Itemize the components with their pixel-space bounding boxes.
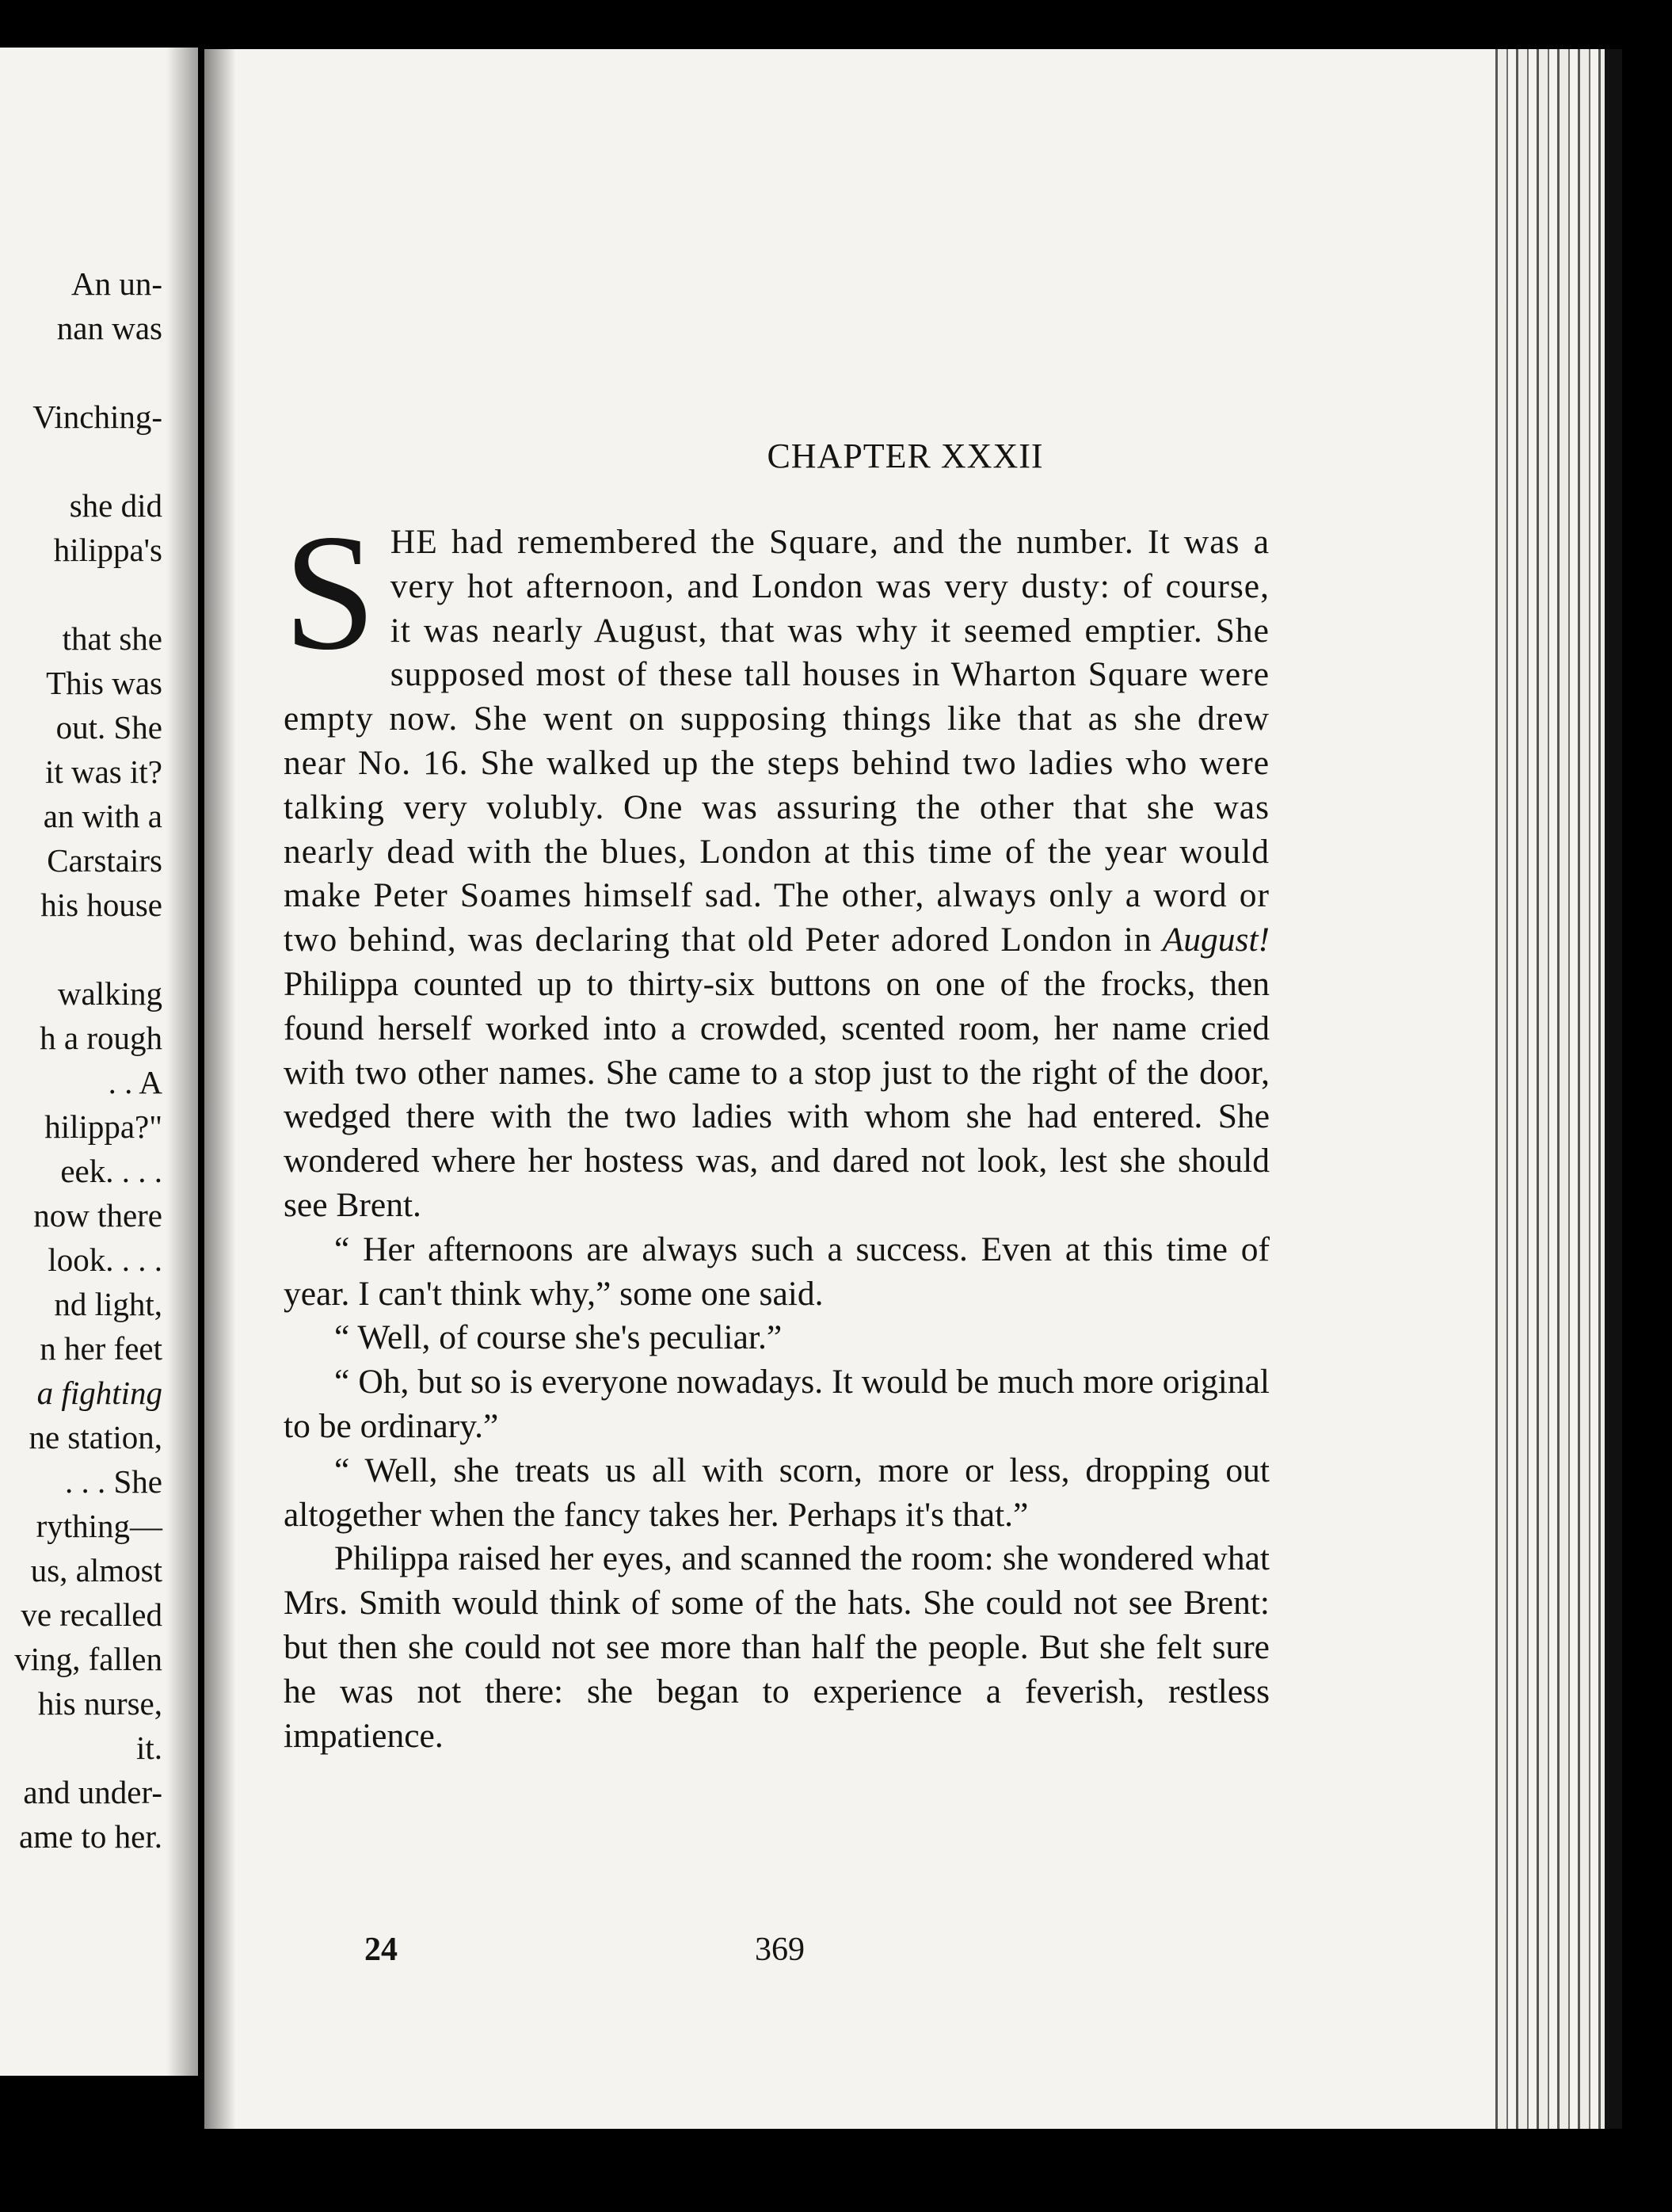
opening-paragraph-lead: HE had remembered the Square, and the number. It was a very hot afternoon, and London was very dusty: of course, it was nearly August, that was why it seemed emptier. She supposed most of these tall houses in Wharton Square were empty now. She went on supposing things like that as she drew near No. 16. She walked up the steps behind two ladies who were talking very volubly. One was assuring the other that she was nearly dead with the blues, London at this time of the year would make Peter Soames himself sad. The other, always only a word or two behind, was declaring that old Peter adored London in: [284, 523, 1270, 959]
signature-mark: 24: [364, 1932, 398, 1968]
left-page-line: rything—: [36, 1508, 162, 1544]
left-page-line: . . . She: [65, 1463, 162, 1500]
left-page-line: that she: [62, 620, 162, 657]
left-page-line: look. . . .: [48, 1241, 162, 1278]
left-page-line: walking: [57, 975, 162, 1012]
left-page-line: hilippa?": [44, 1108, 162, 1145]
left-page-line: Carstairs: [47, 842, 162, 879]
left-page-line: hilippa's: [53, 532, 162, 568]
left-page-line: eek. . . .: [60, 1153, 162, 1189]
paragraph: “ Oh, but so is everyone nowadays. It would be much more original to be ordinary.”: [284, 1363, 1270, 1445]
left-page-line: his nurse,: [37, 1685, 162, 1722]
body-text: [284, 501, 1270, 1758]
paragraph: “ Well, she treats us all with scorn, more or less, dropping out altogether when the fancy takes her. Perhaps it's that.”: [284, 1451, 1270, 1534]
left-page-line: it was it?: [44, 753, 162, 790]
left-page-line: Vinching-: [32, 399, 162, 435]
left-page-line: ame to her.: [18, 1818, 162, 1855]
left-page-line: nan was: [56, 310, 162, 346]
opening-paragraph-rest: Philippa counted up to thirty-six buttons on one of the frocks, then found herself worked into a crowded, scented room, her name cried with two other names. She came to a stop just to the right of the door, wedged there with the two ladies with whom she had entered. She wondered where her hostess was, and dared not look, lest she should see Brent.: [284, 964, 1270, 1224]
left-page-line: h a rough: [40, 1020, 162, 1056]
left-page-line: ving, fallen: [14, 1641, 162, 1677]
left-page-line: now there: [33, 1197, 162, 1234]
left-page-line: n her feet: [40, 1330, 162, 1367]
opening-paragraph: [284, 501, 1270, 1228]
page-edges: [1487, 49, 1622, 2129]
page-number: 369: [755, 1932, 805, 1968]
left-page-line: she did: [69, 487, 162, 524]
left-page-line: us, almost: [30, 1552, 162, 1588]
italic-emphasis: August!: [1162, 921, 1270, 959]
left-page-line: ve recalled: [21, 1596, 162, 1633]
paragraph: “ Well, of course she's peculiar.”: [334, 1318, 783, 1357]
left-page-line: an with a: [43, 798, 162, 834]
page-edge-dark: [1605, 49, 1622, 2129]
left-page-line: and under-: [23, 1774, 162, 1810]
left-page-line: nd light,: [54, 1286, 162, 1322]
right-gutter-shadow: [204, 49, 236, 2129]
left-gutter-shadow: [166, 48, 198, 2076]
paragraph: Philippa raised her eyes, and scanned the room: she wondered what Mrs. Smith would think of some of the hats. She could not see Brent: but then she could not see more than half the people. But she felt sure he was not there: she began to experience a feverish, restless impatience.: [284, 1539, 1270, 1755]
left-page-line: ne station,: [29, 1419, 162, 1455]
left-page-line: his house: [40, 887, 162, 923]
left-page-line: This was: [46, 665, 162, 701]
left-page-line: a fighting: [36, 1375, 162, 1411]
chapter-title: CHAPTER XXXII: [767, 437, 1044, 475]
left-page-line: . . A: [108, 1064, 162, 1100]
right-page: [204, 49, 1622, 2129]
paragraph: “ Her afternoons are always such a success. Even at this time of year. I can't think why,” some one said.: [284, 1230, 1270, 1313]
drop-cap: S: [284, 501, 376, 685]
left-page-line: An un-: [70, 265, 162, 302]
left-page-line: out. She: [55, 709, 162, 746]
left-page: [0, 48, 198, 2076]
page-footer: [284, 1931, 1270, 1970]
left-page-line: it.: [135, 1730, 162, 1766]
